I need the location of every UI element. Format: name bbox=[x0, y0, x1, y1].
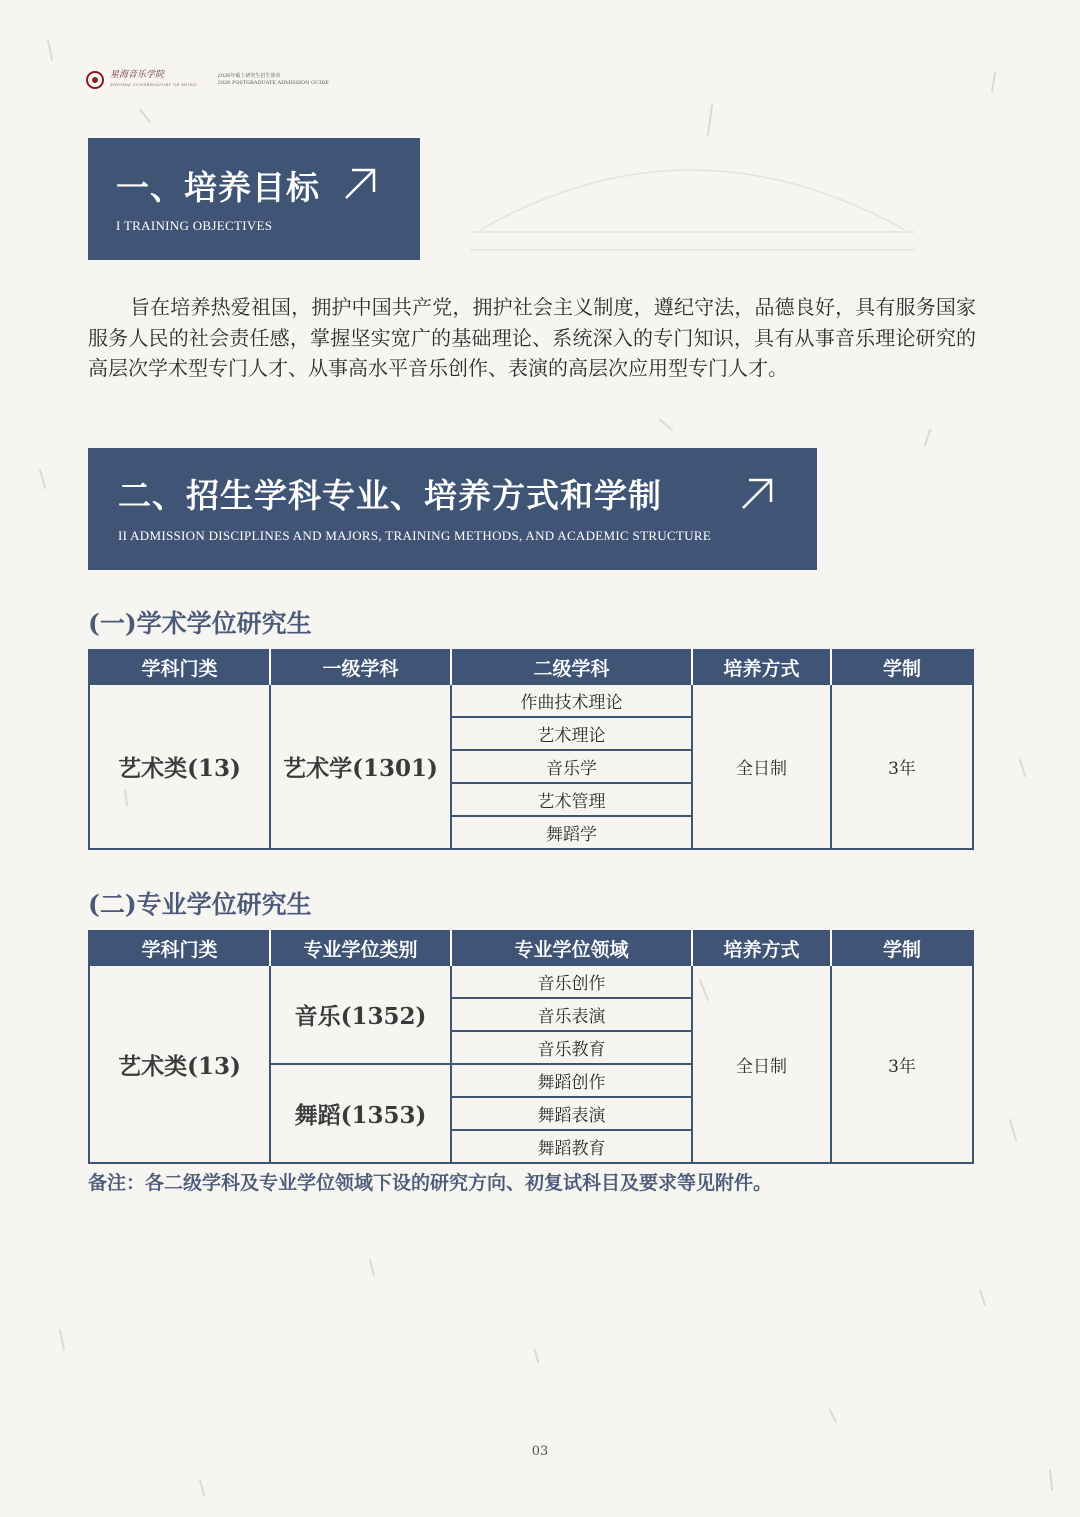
column-header: 学制 bbox=[831, 650, 973, 684]
section1-banner bbox=[88, 138, 420, 260]
school-seal-icon bbox=[86, 71, 104, 89]
column-header: 培养方式 bbox=[692, 650, 831, 684]
footnote: 备注：各二级学科及专业学位领域下设的研究方向、初复试科目及要求等见附件。 bbox=[88, 1172, 773, 1194]
column-header: 培养方式 bbox=[692, 931, 831, 965]
discipline-category-cell: 艺术类(13) bbox=[89, 684, 270, 849]
discipline-category-cell: 艺术类(13) bbox=[89, 965, 270, 1163]
page-number: 03 bbox=[531, 1444, 549, 1459]
column-header: 学科门类 bbox=[89, 650, 270, 684]
degree-field-cell: 音乐创作 bbox=[451, 965, 692, 998]
guide-title: 2026年硕士研究生招生简章 bbox=[217, 73, 281, 79]
second-level-discipline-cell: 作曲技术理论 bbox=[451, 684, 692, 717]
logo-text: 星海音乐学院 bbox=[110, 70, 165, 80]
section2-title: 二、招生学科专业、培养方式和学制 bbox=[118, 476, 662, 515]
second-level-discipline-cell: 艺术理论 bbox=[451, 717, 692, 750]
degree-field-cell: 音乐教育 bbox=[451, 1031, 692, 1064]
training-mode-cell: 全日制 bbox=[692, 684, 831, 849]
degree-type-cell: 舞蹈(1353) bbox=[270, 1064, 451, 1163]
school-logo bbox=[110, 70, 198, 90]
academic-heading: (一)学术学位研究生 bbox=[88, 609, 312, 638]
first-level-discipline-cell: 艺术学(1301) bbox=[270, 684, 451, 849]
column-header: 学科门类 bbox=[89, 931, 270, 965]
section1-title: 一、培养目标 bbox=[116, 168, 320, 207]
second-level-discipline-cell: 音乐学 bbox=[451, 750, 692, 783]
academic-table bbox=[88, 649, 974, 850]
degree-field-cell: 舞蹈教育 bbox=[451, 1130, 692, 1163]
section2-banner bbox=[88, 448, 817, 570]
degree-field-cell: 音乐表演 bbox=[451, 998, 692, 1031]
objective-paragraph: 旨在培养热爱祖国，拥护中国共产党，拥护社会主义制度，遵纪守法，品德良好，具有服务国家服务人民的社会责任感，掌握坚实宽广的基础理论、系统深入的专门知识，具有从事音乐理论研究的高层次学术型专门人才、从事高水平音乐创作、表演的高层次应用型专门人才。 bbox=[88, 295, 976, 380]
table-row bbox=[89, 965, 973, 998]
arrow-up-right-icon bbox=[342, 166, 378, 202]
training-mode-cell: 全日制 bbox=[692, 965, 831, 1163]
column-header: 一级学科 bbox=[270, 650, 451, 684]
table-header-row bbox=[89, 931, 973, 965]
table-row bbox=[89, 684, 973, 717]
guide-subtitle: 2026 POSTGRADUATE ADMISSION GUIDE bbox=[217, 80, 329, 86]
professional-heading: (二)专业学位研究生 bbox=[88, 890, 312, 919]
column-header: 二级学科 bbox=[451, 650, 692, 684]
column-header: 专业学位类别 bbox=[270, 931, 451, 965]
section1-subtitle: I TRAINING OBJECTIVES bbox=[116, 218, 273, 233]
page-header bbox=[86, 70, 329, 90]
degree-type-cell: 音乐(1352) bbox=[270, 965, 451, 1064]
second-level-discipline-cell: 舞蹈学 bbox=[451, 816, 692, 849]
guide-label bbox=[218, 73, 329, 87]
arrow-up-right-icon bbox=[739, 476, 775, 512]
duration-cell: 3年 bbox=[831, 684, 973, 849]
section2-subtitle: II ADMISSION DISCIPLINES AND MAJORS, TRAINING METHODS, AND ACADEMIC STRUCTURE bbox=[118, 528, 712, 543]
professional-table bbox=[88, 930, 974, 1164]
column-header: 学制 bbox=[831, 931, 973, 965]
degree-field-cell: 舞蹈创作 bbox=[451, 1064, 692, 1097]
second-level-discipline-cell: 艺术管理 bbox=[451, 783, 692, 816]
duration-cell: 3年 bbox=[831, 965, 973, 1163]
column-header: 专业学位领域 bbox=[451, 931, 692, 965]
logo-subtext: XINGHAI CONSERVATORY OF MUSIC bbox=[110, 82, 198, 87]
table-header-row bbox=[89, 650, 973, 684]
degree-field-cell: 舞蹈表演 bbox=[451, 1097, 692, 1130]
